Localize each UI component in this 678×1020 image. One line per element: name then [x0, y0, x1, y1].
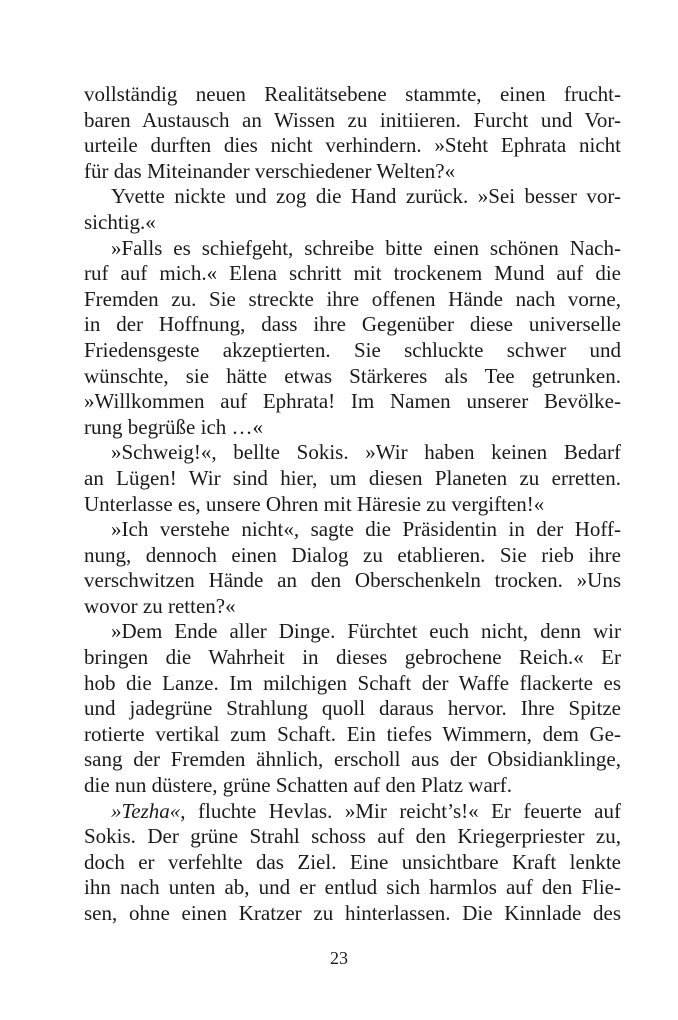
text-line: wovor zu retten?«: [84, 593, 236, 618]
text-line: rotierte vertikal zum Schaft. Ein tiefes Wimmern, dem Ge-: [84, 721, 621, 746]
text-line: urteile durften dies nicht verhindern. »Steht Ephrata nicht: [84, 133, 621, 158]
text-line: vollständig neuen Realitätsebene stammte, einen frucht-: [84, 82, 621, 106]
text-line: hob die Lanze. Im milchigen Schaft der Waffe flackerte es: [84, 670, 621, 695]
text-line: Friedensgeste akzeptierten. Sie schluckte schwer und: [84, 337, 621, 362]
text-line: [84, 799, 621, 825]
body-text: [84, 82, 621, 927]
text-line: wünschte, sie hätte etwas Stärkeres als Tee getrunken.: [84, 363, 621, 388]
text-line: »Willkommen auf Ephrata! Im Namen unserer Bevölke-: [84, 389, 621, 414]
text-line: nung, dennoch einen Dialog zu etablieren. Sie rieb ihre: [84, 542, 621, 567]
text-line: Unterlasse es, unsere Ohren mit Häresie zu vergiften!«: [84, 491, 545, 516]
text-line: sen, ohne einen Kratzer zu hinterlassen. Die Kinnlade des: [84, 901, 621, 925]
text-line: Fremden zu. Sie streckte ihre offenen Hände nach vorne,: [84, 286, 621, 311]
text-line: »Schweig!«, bellte Sokis. »Wir haben keinen Bedarf: [111, 440, 621, 465]
text-line: Sokis. Der grüne Strahl schoss auf den Kriegerpriester zu,: [84, 824, 621, 849]
text-line: und jadegrüne Strahlung quoll daraus hervor. Ihre Spitze: [84, 696, 621, 721]
text-line: Yvette nickte und zog die Hand zurück. »Sei besser vor-: [111, 184, 621, 209]
text-line: bringen die Wahrheit in dieses gebrochene Reich.« Er: [84, 645, 621, 670]
text-line: an Lügen! Wir sind hier, um diesen Planeten zu erretten.: [84, 465, 621, 490]
text-line: baren Austausch an Wissen zu initiieren. Furcht und Vor-: [84, 107, 621, 132]
text-line: doch er verfehlte das Ziel. Eine unsichtbare Kraft lenkte: [84, 849, 621, 874]
text-line: rung begrüße ich …«: [84, 414, 264, 439]
text-line: ihn nach unten ab, und er entlud sich harmlos auf den Flie-: [84, 875, 621, 900]
text-line: sichtig.«: [84, 209, 156, 234]
text-line: »Falls es schiefgeht, schreibe bitte einen schönen Nach-: [111, 235, 621, 260]
italic-term: »Tezha«: [111, 798, 181, 823]
text-line: sang der Fremden ähnlich, erscholl aus der Obsidianklinge,: [84, 747, 621, 772]
text-line: in der Hoffnung, dass ihre Gegenüber diese universelle: [84, 312, 621, 337]
text-line-rest: , fluchte Hevlas. »Mir reicht’s!« Er feuerte auf: [180, 798, 621, 823]
text-line: »Ich verstehe nicht«, sagte die Präsidentin in der Hoff-: [111, 517, 621, 542]
page-number: 23: [330, 948, 348, 968]
text-line: verschwitzen Hände an den Oberschenkeln trocken. »Uns: [84, 568, 621, 593]
text-line: die nun düstere, grüne Schatten auf den Platz warf.: [84, 773, 513, 798]
text-line: »Dem Ende aller Dinge. Fürchtet euch nicht, denn wir: [111, 619, 621, 644]
text-line: für das Miteinander verschiedener Welten?«: [84, 158, 456, 183]
text-line: ruf auf mich.« Elena schritt mit trockenem Mund auf die: [84, 261, 621, 286]
